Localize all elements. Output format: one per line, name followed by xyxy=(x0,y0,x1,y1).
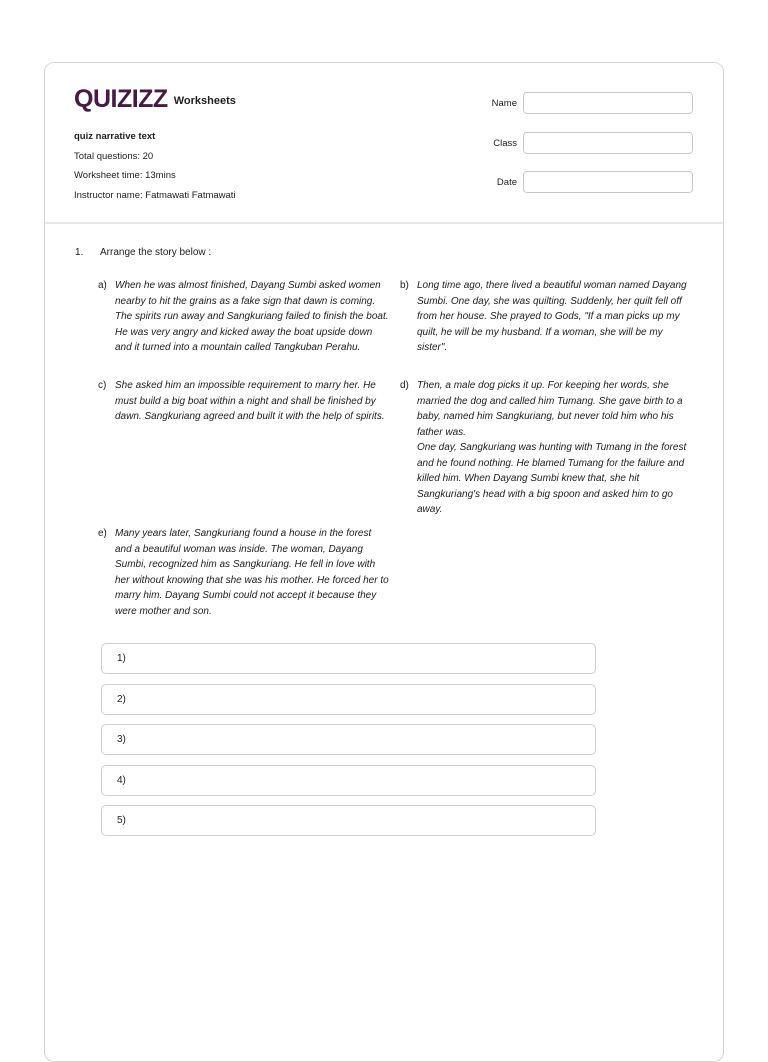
quiz-meta xyxy=(74,127,236,205)
class-label: Class xyxy=(493,138,517,149)
answer-slot-5[interactable] xyxy=(101,805,596,836)
date-field-row xyxy=(475,171,695,195)
worksheet-time: Worksheet time: 13mins xyxy=(74,170,176,181)
class-input[interactable] xyxy=(523,132,693,154)
answer-slot-label: 3) xyxy=(117,734,126,745)
name-field-row xyxy=(475,92,695,116)
name-input[interactable] xyxy=(523,92,693,114)
date-label: Date xyxy=(496,177,517,188)
option-text: Then, a male dog picks it up. For keeping her words, she married the dog and called him Tumang. She gave birth to a baby, named him Sangkuriang, but never told him who his father was. xyxy=(417,380,683,438)
total-questions: Total questions: 20 xyxy=(74,150,154,162)
date-input[interactable] xyxy=(523,171,693,193)
option-text: Many years later, Sangkuriang found a house in the forest and a beautiful woman was inside. The woman, Dayang Sumbi, recognized him as Sangkuriang. He fell in love with her without knowing that she was his mother. He forced her to marry him. Dayang Sumbi could not accept it because they were mother and son. xyxy=(115,528,389,617)
answer-slot-label: 4) xyxy=(117,774,126,786)
class-field-row xyxy=(475,132,695,156)
worksheet-header xyxy=(45,63,723,224)
worksheet-page xyxy=(44,62,724,1062)
quizizz-logo xyxy=(74,85,236,114)
option-label: e) xyxy=(98,528,107,539)
option-text: She asked him an impossible requirement to marry her. He must build a big boat within a night and shall be finished by dawn. Sangkuriang agreed and built it with the help of spirits. xyxy=(115,380,385,422)
option-text: Long time ago, there lived a beautiful woman named Dayang Sumbi. One day, she was quilting. Suddenly, her quilt fell off from her house. She prayed to Gods, "If a man picks up my quilt, he will be my husband. If a woman, she will be my sister". xyxy=(417,280,687,353)
option-label: c) xyxy=(98,380,107,391)
answer-slots xyxy=(101,643,596,846)
answer-slot-1[interactable] xyxy=(101,643,596,674)
option-text-wrapper xyxy=(417,378,692,518)
answer-slot-label: 1) xyxy=(117,653,126,664)
answer-slot-label: 2) xyxy=(117,693,126,705)
question-number: 1. xyxy=(75,247,84,258)
answer-slot-2[interactable] xyxy=(101,684,596,715)
logo-product-label: Worksheets xyxy=(173,94,236,107)
option-text-continued: One day, Sangkuriang was hunting with Tumang in the forest and he found nothing. He blamed Tumang for the failure and killed him. When Dayang Sumbi knew that, she hit Sangkuriang's head with a big spoon and asked him to go away. xyxy=(417,442,687,515)
instructor-name: Instructor name: Fatmawati Fatmawati xyxy=(74,189,236,201)
name-label: Name xyxy=(491,98,517,109)
question-text: Arrange the story below : xyxy=(100,247,212,258)
answer-slot-label: 5) xyxy=(117,815,126,826)
answer-slot-3[interactable] xyxy=(101,724,596,755)
option-label: d) xyxy=(400,380,409,391)
answer-slot-4[interactable] xyxy=(101,765,596,796)
option-label: b) xyxy=(400,280,409,291)
logo-wordmark: QUIZIZZ xyxy=(74,85,168,113)
option-label: a) xyxy=(98,280,107,291)
quiz-title: quiz narrative text xyxy=(74,131,156,142)
option-text: When he was almost finished, Dayang Sumbi asked women nearby to hit the grains as a fake sign that dawn is coming. The spirits run away and Sangkuriang failed to finish the boat. He was very angry and kicked away the boat upside down and it turned into a mountain called Tangkuban Perahu. xyxy=(115,280,389,353)
